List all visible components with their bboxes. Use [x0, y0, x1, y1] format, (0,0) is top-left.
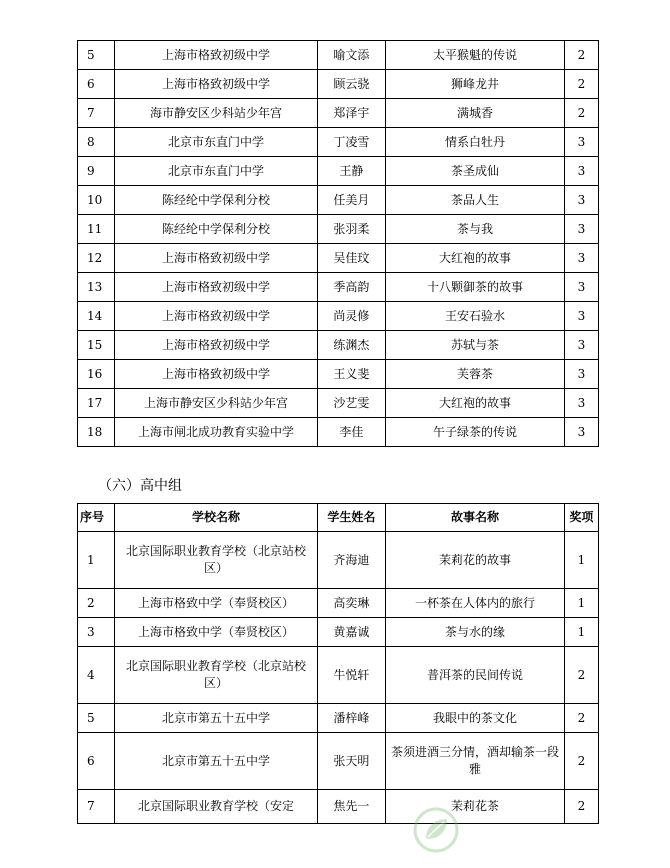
story-title: 十八颗御茶的故事	[386, 273, 565, 302]
school-name: 北京市东直门中学	[115, 157, 318, 186]
student-name: 尚灵修	[317, 302, 385, 331]
student-name: 王义斐	[317, 360, 385, 389]
student-name: 喻文添	[317, 41, 385, 70]
award-level: 1	[564, 532, 598, 589]
school-name: 北京市第五十五中学	[115, 704, 318, 733]
award-level: 3	[564, 215, 598, 244]
award-level: 3	[564, 244, 598, 273]
row-number: 2	[78, 589, 115, 618]
story-title: 满城香	[386, 99, 565, 128]
award-level: 3	[564, 360, 598, 389]
story-title: 王安石验水	[386, 302, 565, 331]
table-row	[78, 618, 599, 647]
story-title: 太平猴魁的传说	[386, 41, 565, 70]
column-header-number: 序号	[78, 504, 115, 532]
row-number: 17	[78, 389, 115, 418]
award-level: 2	[564, 70, 598, 99]
story-title: 芙蓉茶	[386, 360, 565, 389]
table-row	[78, 331, 599, 360]
table-row	[78, 41, 599, 70]
student-name: 焦先一	[317, 790, 385, 824]
student-name: 练渊杰	[317, 331, 385, 360]
story-title: 茶品人生	[386, 186, 565, 215]
student-name: 丁凌雪	[317, 128, 385, 157]
student-name: 潘梓峰	[317, 704, 385, 733]
story-title: 一杯茶在人体内的旅行	[386, 589, 565, 618]
table-row	[78, 360, 599, 389]
school-name: 上海市格致初级中学	[115, 273, 318, 302]
table-row	[78, 418, 599, 447]
row-number: 7	[78, 790, 115, 824]
school-name: 上海市闸北成功教育实验中学	[115, 418, 318, 447]
award-level: 2	[564, 704, 598, 733]
story-title: 大红袍的故事	[386, 389, 565, 418]
award-level: 2	[564, 99, 598, 128]
school-name: 上海市格致初级中学	[115, 302, 318, 331]
story-title: 情系白牡丹	[386, 128, 565, 157]
table-row	[78, 70, 599, 99]
school-name: 上海市格致初级中学	[115, 331, 318, 360]
school-name: 上海市格致初级中学	[115, 41, 318, 70]
student-name: 顾云骁	[317, 70, 385, 99]
table-row	[78, 704, 599, 733]
row-number: 18	[78, 418, 115, 447]
story-title: 午子绿茶的传说	[386, 418, 565, 447]
junior-results-body	[78, 41, 599, 447]
row-number: 3	[78, 618, 115, 647]
table-row	[78, 186, 599, 215]
table-row	[78, 215, 599, 244]
school-name: 上海市格致初级中学	[115, 244, 318, 273]
award-level: 3	[564, 331, 598, 360]
table-row	[78, 733, 599, 790]
student-name: 季高韵	[317, 273, 385, 302]
award-level: 1	[564, 618, 598, 647]
row-number: 13	[78, 273, 115, 302]
story-title: 茉莉花的故事	[386, 532, 565, 589]
school-name: 北京市东直门中学	[115, 128, 318, 157]
award-level: 2	[564, 790, 598, 824]
column-header-story: 故事名称	[386, 504, 565, 532]
story-title: 茉莉花茶	[386, 790, 565, 824]
school-name: 陈经纶中学保利分校	[115, 186, 318, 215]
table-row	[78, 99, 599, 128]
story-title: 狮峰龙井	[386, 70, 565, 99]
school-name: 上海市格致中学（奉贤校区）	[115, 589, 318, 618]
table-row	[78, 589, 599, 618]
table-row	[78, 273, 599, 302]
table-row	[78, 244, 599, 273]
award-level: 3	[564, 418, 598, 447]
row-number: 6	[78, 70, 115, 99]
table-row	[78, 157, 599, 186]
award-level: 3	[564, 157, 598, 186]
story-title: 大红袍的故事	[386, 244, 565, 273]
school-name: 上海市格致初级中学	[115, 360, 318, 389]
student-name: 王静	[317, 157, 385, 186]
row-number: 5	[78, 704, 115, 733]
story-title: 茶圣成仙	[386, 157, 565, 186]
school-name: 上海市格致初级中学	[115, 70, 318, 99]
row-number: 10	[78, 186, 115, 215]
student-name: 牛悦轩	[317, 647, 385, 704]
table-row	[78, 790, 599, 824]
school-name: 上海市格致中学（奉贤校区）	[115, 618, 318, 647]
tea-leaf-logo-icon	[412, 806, 460, 854]
column-header-school: 学校名称	[115, 504, 318, 532]
student-name: 郑泽宇	[317, 99, 385, 128]
table-row	[78, 302, 599, 331]
table-row	[78, 389, 599, 418]
row-number: 1	[78, 532, 115, 589]
row-number: 4	[78, 647, 115, 704]
award-level: 3	[564, 273, 598, 302]
student-name: 齐海迪	[317, 532, 385, 589]
school-name: 北京国际职业教育学校（北京站校区）	[115, 647, 318, 704]
student-name: 任美月	[317, 186, 385, 215]
award-level: 2	[564, 41, 598, 70]
section-title-senior-group: （六）高中组	[98, 478, 182, 494]
row-number: 14	[78, 302, 115, 331]
award-level: 3	[564, 186, 598, 215]
student-name: 沙艺雯	[317, 389, 385, 418]
table-row	[78, 532, 599, 589]
column-header-student: 学生姓名	[317, 504, 385, 532]
story-title: 茶与水的缘	[386, 618, 565, 647]
row-number: 6	[78, 733, 115, 790]
award-level: 1	[564, 589, 598, 618]
school-name: 北京国际职业教育学校（北京站校区）	[115, 532, 318, 589]
student-name: 张天明	[317, 733, 385, 790]
student-name: 张羽柔	[317, 215, 385, 244]
story-title: 我眼中的茶文化	[386, 704, 565, 733]
award-level: 2	[564, 733, 598, 790]
school-name: 北京市第五十五中学	[115, 733, 318, 790]
school-name: 陈经纶中学保利分校	[115, 215, 318, 244]
story-title: 普洱茶的民间传说	[386, 647, 565, 704]
table-header-row	[78, 504, 599, 532]
row-number: 15	[78, 331, 115, 360]
story-title: 苏轼与茶	[386, 331, 565, 360]
table-row	[78, 128, 599, 157]
story-title: 茶须进酒三分情，酒却输茶一段雅	[386, 733, 565, 790]
senior-results-table	[77, 503, 599, 824]
row-number: 11	[78, 215, 115, 244]
row-number: 12	[78, 244, 115, 273]
row-number: 9	[78, 157, 115, 186]
column-header-award: 奖项	[564, 504, 598, 532]
student-name: 吴佳玟	[317, 244, 385, 273]
student-name: 黄嘉诚	[317, 618, 385, 647]
junior-results-table	[77, 40, 599, 447]
school-name: 北京国际职业教育学校（安定	[115, 790, 318, 824]
award-level: 3	[564, 302, 598, 331]
table-row	[78, 647, 599, 704]
story-title: 茶与我	[386, 215, 565, 244]
row-number: 16	[78, 360, 115, 389]
student-name: 李佳	[317, 418, 385, 447]
student-name: 高奕琳	[317, 589, 385, 618]
award-level: 3	[564, 389, 598, 418]
row-number: 5	[78, 41, 115, 70]
award-level: 3	[564, 128, 598, 157]
row-number: 8	[78, 128, 115, 157]
row-number: 7	[78, 99, 115, 128]
award-level: 2	[564, 647, 598, 704]
school-name: 上海市静安区少科站少年宫	[115, 389, 318, 418]
school-name: 海市静安区少科站少年宫	[115, 99, 318, 128]
